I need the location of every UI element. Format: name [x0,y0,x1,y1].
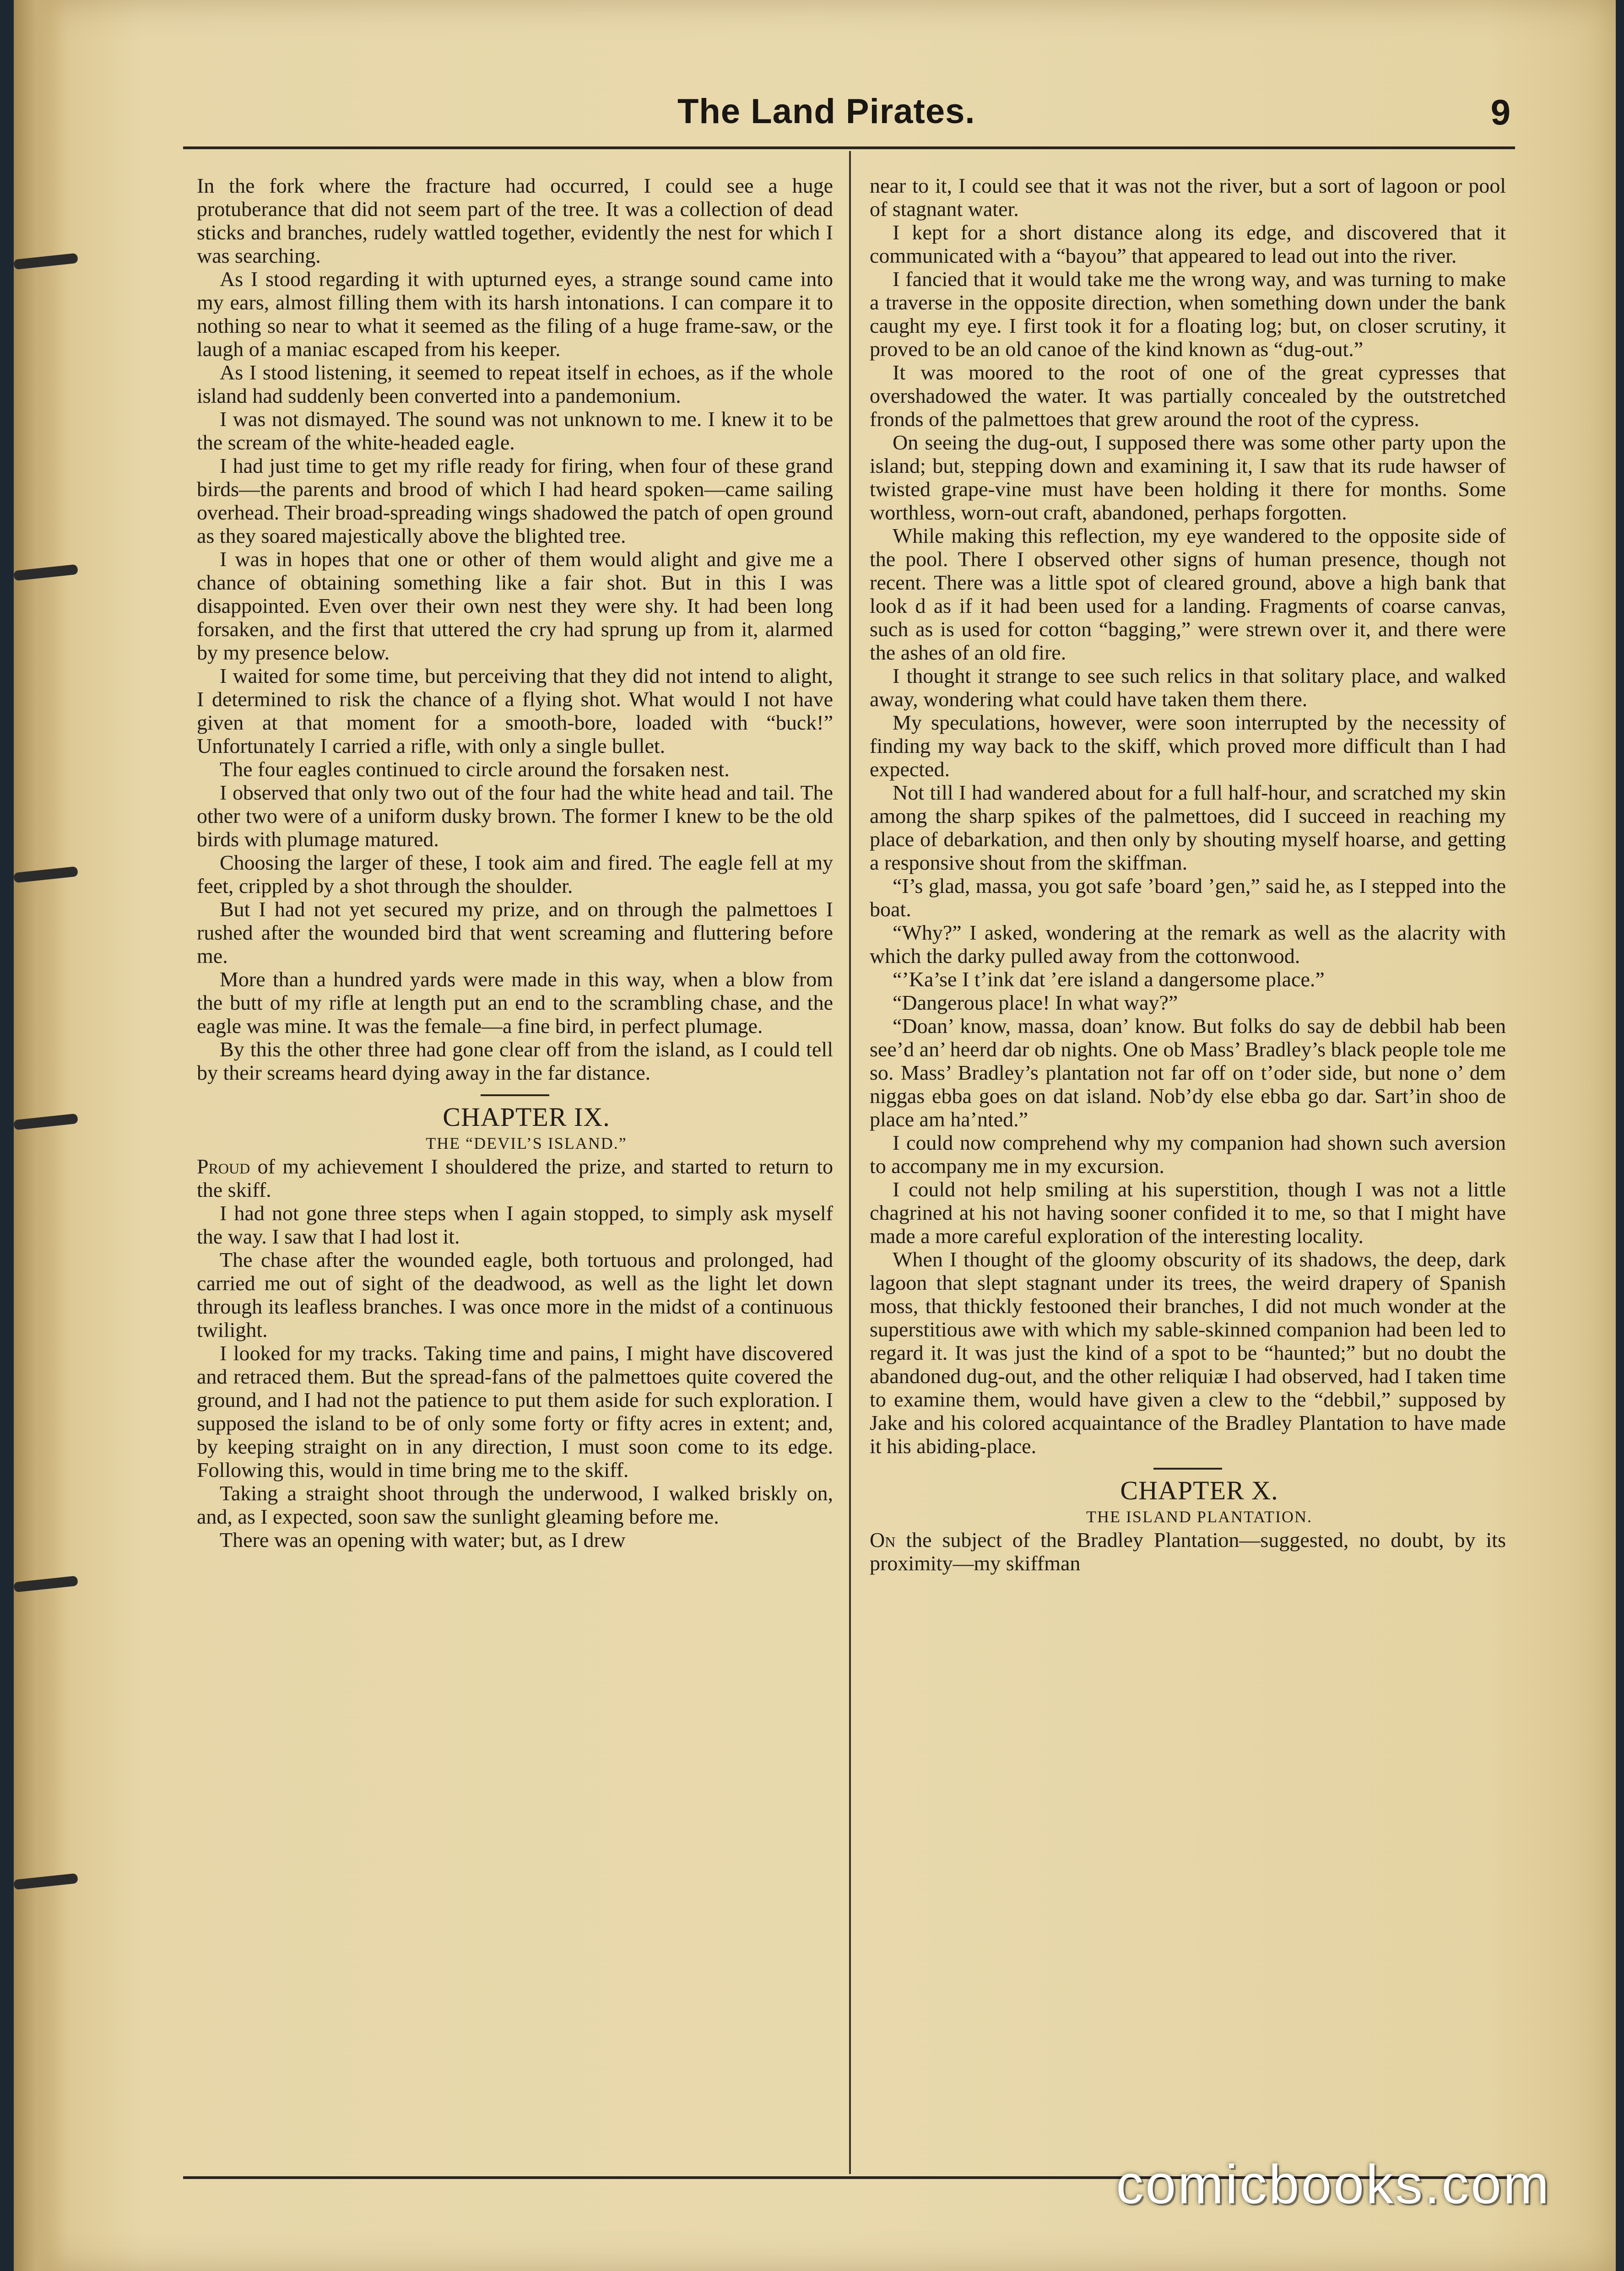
paragraph: As I stood regarding it with upturned eyes, a strange sound came into my ears, almost filling them with its harsh intonations. I can compare it to nothing so near to what it seemed as the filing of a huge frame-saw, or the laugh of a maniac escaped from his keeper. [197,267,833,361]
paragraph: Taking a straight shoot through the underwood, I walked briskly on, and, as I expected, soon saw the sunlight gleaming before me. [197,1482,833,1528]
page-binding [14,0,69,2271]
left-column [197,174,833,1552]
paragraph: Not till I had wandered about for a full half-hour, and scratched my skin among the sharp spikes of the palmettoes, did I succeed in reaching my place of debarkation, and then only by shouting myself hoarse, and getting a responsive shout from the skiffman. [870,781,1506,874]
paragraph: I thought it strange to see such relics in that solitary place, and walked away, wondering what could have taken them there. [870,664,1506,711]
paragraph: But I had not yet secured my prize, and on through the palmettoes I rushed after the wounded bird that went screaming and fluttering before me. [197,898,833,968]
chapter-opening-paragraph [870,1528,1506,1575]
chapter-first-text: of my achievement I shouldered the prize, and started to return to the skiff. [197,1155,833,1201]
paragraph: The four eagles continued to circle around the forsaken nest. [220,757,730,781]
chapter-opening-paragraph [197,1155,833,1201]
paragraph: While making this reflection, my eye wandered to the opposite side of the pool. There I observed other signs of human presence, though not recent. There was a little spot of cleared ground, above a high bank that look d as if it had been used for a landing. Fragments of coarse canvas, such as is used for cotton “bagging,” were strewn over it, and there were the ashes of an old fire. [870,524,1506,664]
paragraph: “Doan’ know, massa, doan’ know. But folks do say de debbil hab been see’d an’ heerd dar ob nights. One ob Mass’ Bradley’s black people tole me so. Mass’ Bradley’s plantation not far off on t’oder side, but none o’ dem niggas ebba goes on dat island. Nob’dy else ebba go dar. Sart’in shoo de place am ha’nted.” [870,1014,1506,1131]
paragraph: I could not help smiling at his superstition, though I was not a little chagrined at his not having sooner confided it to me, so that I might have made a more careful exploration of the interesting locality. [870,1178,1506,1248]
chapter-heading: CHAPTER X. [1120,1476,1278,1505]
paragraph: By this the other three had gone clear off from the island, as I could tell by their screams heard dying away in the far distance. [197,1038,833,1084]
paragraph: I looked for my tracks. Taking time and pains, I might have discovered and retraced them. But the spread-fans of the palmettoes quite covered the ground, and I had not the patience to put them aside for such exploration. I supposed the island to be of only some forty or fifty acres in extent; and, by keeping straight on in any direction, I must soon come to its edge. Following this, would in time bring me to the skiff. [197,1341,833,1482]
paragraph: “Dangerous place! In what way?” [893,991,1178,1014]
paragraph: The chase after the wounded eagle, both tortuous and prolonged, had carried me out of sight of the deadwood, as well as the light let down through its leafless branches. I was once more in the midst of a continuous twilight. [197,1248,833,1341]
paragraph: I could now comprehend why my companion had shown such aversion to accompany me in my excursion. [870,1131,1506,1178]
paragraph: “Why?” I asked, wondering at the remark as well as the alacrity with which the darky pulled away from the cottonwood. [870,921,1506,968]
chapter-rule [481,1094,549,1096]
paragraph: In the fork where the fracture had occurred, I could see a huge protuberance that did not seem part of the tree. It was a collection of dead sticks and branches, rudely wattled together, evidently the nest for which I was searching. [197,174,833,267]
watermark: comicbooks.com [1116,2154,1551,2215]
paragraph: “’Ka’se I t’ink dat ’ere island a dangersome place.” [893,968,1325,991]
paragraph: Choosing the larger of these, I took aim and fired. The eagle fell at my feet, crippled by a shot through the shoulder. [197,851,833,898]
paragraph: More than a hundred yards were made in this way, when a blow from the butt of my rifle at length put an end to the scrambling chase, and the eagle was mine. It was the female—a fine bird, in perfect plumage. [197,968,833,1038]
header-rule [183,146,1515,149]
running-head: The Land Pirates. [677,92,975,131]
paragraph: There was an opening with water; but, as I drew [220,1528,626,1552]
paragraph: On seeing the dug-out, I supposed there was some other party upon the island; but, stepping down and examining it, I saw that its rude hawser of twisted grape-vine must have been holding it there for months. Some worthless, worn-out craft, abandoned, perhaps forgotten. [870,431,1506,524]
chapter-heading: CHAPTER IX. [443,1102,610,1132]
paragraph: “I’s glad, massa, you got safe ’board ’gen,” said he, as I stepped into the boat. [870,874,1506,921]
paragraph: I kept for a short distance along its edge, and discovered that it communicated with a “bayou” that appeared to lead out into the river. [870,221,1506,267]
page-number: 9 [1490,92,1510,132]
paragraph: As I stood listening, it seemed to repeat itself in echoes, as if the whole island had suddenly been converted into a pandemonium. [197,361,833,407]
paragraph: My speculations, however, were soon interrupted by the necessity of finding my way back to the skiff, which proved more difficult than I had expected. [870,711,1506,781]
paragraph: When I thought of the gloomy obscurity of its shadows, the deep, dark lagoon that slept stagnant under its trees, the weird drapery of Spanish moss, that thickly festooned their branches, I did not much wonder at the superstitious awe with which my sable-skinned companion had been led to regard it. It was just the kind of a spot to be “haunted;” but no doubt the abandoned dug-out, and the other reliquiæ I had observed, had I taken time to examine them, would have given a clew to the “debbil,” supposed by Jake and his colored acquaintance of the Bradley Plantation to have made it his abiding-place. [870,1248,1506,1458]
page-header [192,92,1510,144]
paragraph: I was in hopes that one or other of them would alight and give me a chance of obtaining something like a fair shot. But in this I was disappointed. Even over their own nest they were shy. It had been long forsaken, and the first that uttered the cry had sprung up from it, alarmed by my presence below. [197,547,833,664]
chapter-rule [1153,1468,1222,1470]
chapter-first-word: On [870,1528,896,1552]
paragraph: I observed that only two out of the four had the white head and tail. The other two were of a uniform dusky brown. The former I knew to be the old birds with plumage matured. [197,781,833,851]
paragraph: I waited for some time, but perceiving that they did not intend to alight, I determined to risk the chance of a flying shot. What would I not have given at that moment for a smooth-bore, loaded with “buck!” Unfortunately I carried a rifle, with only a single bullet. [197,664,833,757]
chapter-subtitle: THE ISLAND PLANTATION. [1086,1508,1313,1526]
paragraph: I had not gone three steps when I again stopped, to simply ask myself the way. I saw that I had lost it. [197,1201,833,1248]
right-column [870,174,1506,1575]
paragraph: I fancied that it would take me the wrong way, and was turning to make a traverse in the opposite direction, when something down under the bank caught my eye. I first took it for a floating log; but, on closer scrutiny, it proved to be an old canoe of the kind known as “dug-out.” [870,267,1506,361]
paragraph: It was moored to the root of one of the great cypresses that overshadowed the water. It was partially concealed by the outstretched fronds of the palmettoes that grew around the root of the cypress. [870,361,1506,431]
paragraph: I had just time to get my rifle ready for firing, when four of these grand birds—the parents and brood of which I had heard spoken—came sailing overhead. Their broad-spreading wings shadowed the patch of open ground as they soared majestically above the blighted tree. [197,454,833,547]
book-page [14,0,1616,2271]
chapter-subtitle: THE “DEVIL’S ISLAND.” [426,1134,627,1152]
paragraph: I was not dismayed. The sound was not unknown to me. I knew it to be the scream of the white-headed eagle. [197,407,833,454]
paragraph: near to it, I could see that it was not the river, but a sort of lagoon or pool of stagnant water. [870,174,1506,221]
chapter-first-text: the subject of the Bradley Plantation—suggested, no doubt, by its proximity—my skiffman [870,1528,1506,1575]
column-divider [849,151,851,2174]
chapter-first-word: Proud [197,1155,250,1178]
